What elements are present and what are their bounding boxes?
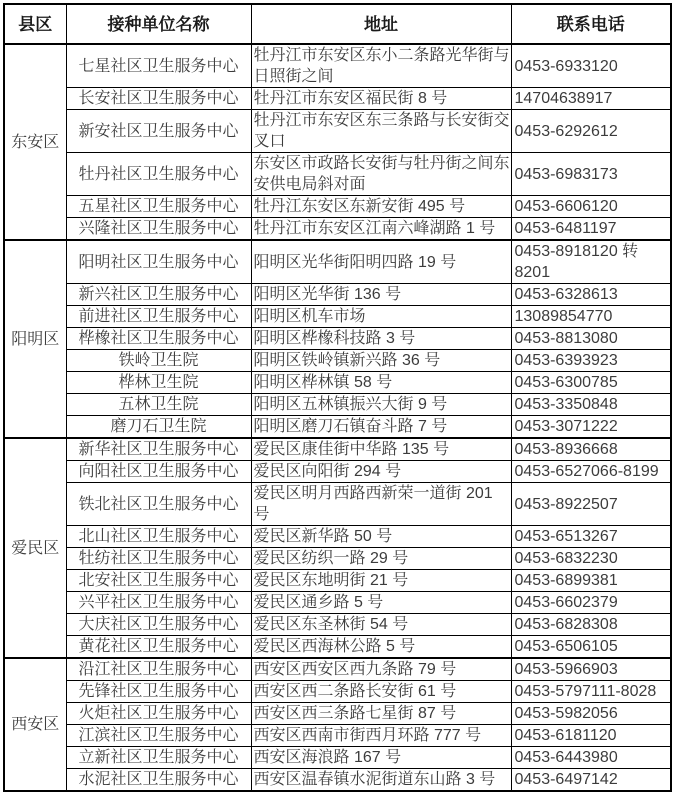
table-row (4, 658, 671, 681)
phone-cell: 0453-6606120 (511, 196, 671, 218)
unit-name-cell: 火炬社区卫生服务中心 (66, 703, 251, 725)
table-row (4, 570, 671, 592)
unit-name-cell: 牡纺社区卫生服务中心 (66, 548, 251, 570)
address-cell: 爱民区康佳街中华路 135 号 (251, 438, 511, 461)
unit-name-cell: 兴隆社区卫生服务中心 (66, 218, 251, 241)
unit-name-cell: 新兴社区卫生服务中心 (66, 284, 251, 306)
district-cell: 阳明区 (4, 240, 66, 438)
unit-name-cell: 七星社区卫生服务中心 (66, 44, 251, 88)
table-body (4, 44, 671, 791)
address-cell: 爱民区东圣林街 54 号 (251, 614, 511, 636)
unit-name-cell: 磨刀石卫生院 (66, 416, 251, 439)
phone-cell: 0453-5982056 (511, 703, 671, 725)
unit-name-cell: 江滨社区卫生服务中心 (66, 725, 251, 747)
unit-name-cell: 铁岭卫生院 (66, 350, 251, 372)
address-cell: 爱民区西海林公路 5 号 (251, 636, 511, 659)
table-row (4, 240, 671, 284)
phone-cell: 0453-3350848 (511, 394, 671, 416)
table-row (4, 483, 671, 526)
phone-cell: 13089854770 (511, 306, 671, 328)
address-cell: 西安区西三条路七星街 87 号 (251, 703, 511, 725)
table-row (4, 306, 671, 328)
address-cell: 阳明区铁岭镇新兴路 36 号 (251, 350, 511, 372)
table-row (4, 548, 671, 570)
table-row (4, 461, 671, 483)
table-row (4, 284, 671, 306)
district-cell: 西安区 (4, 658, 66, 791)
unit-name-cell: 新安社区卫生服务中心 (66, 110, 251, 153)
phone-cell: 0453-6899381 (511, 570, 671, 592)
header-district: 县区 (4, 4, 66, 44)
unit-name-cell: 阳明社区卫生服务中心 (66, 240, 251, 284)
phone-cell: 0453-6832230 (511, 548, 671, 570)
vaccination-units-table (3, 3, 672, 792)
unit-name-cell: 桦林卫生院 (66, 372, 251, 394)
unit-name-cell: 向阳社区卫生服务中心 (66, 461, 251, 483)
phone-cell: 0453-6983173 (511, 153, 671, 196)
phone-cell: 0453-6828308 (511, 614, 671, 636)
address-cell: 西安区西安区西九条路 79 号 (251, 658, 511, 681)
address-cell: 爱民区新华路 50 号 (251, 526, 511, 548)
address-cell: 牡丹江东安区东新安街 495 号 (251, 196, 511, 218)
phone-cell: 0453-6300785 (511, 372, 671, 394)
address-cell: 东安区市政路长安街与牡丹街之间东安供电局斜对面 (251, 153, 511, 196)
header-address: 地址 (251, 4, 511, 44)
phone-cell: 0453-6443980 (511, 747, 671, 769)
phone-cell: 0453-6506105 (511, 636, 671, 659)
phone-cell: 0453-8813080 (511, 328, 671, 350)
address-cell: 牡丹江市东安区东小二条路光华街与日照街之间 (251, 44, 511, 88)
phone-cell: 14704638917 (511, 88, 671, 110)
table-row (4, 703, 671, 725)
phone-cell: 0453-8922507 (511, 483, 671, 526)
phone-cell: 0453-5966903 (511, 658, 671, 681)
address-cell: 西安区温春镇水泥街道东山路 3 号 (251, 769, 511, 792)
address-cell: 阳明区光华街 136 号 (251, 284, 511, 306)
unit-name-cell: 北安社区卫生服务中心 (66, 570, 251, 592)
table-row (4, 614, 671, 636)
table-row (4, 725, 671, 747)
table-row (4, 769, 671, 792)
unit-name-cell: 五星社区卫生服务中心 (66, 196, 251, 218)
address-cell: 西安区海浪路 167 号 (251, 747, 511, 769)
phone-cell: 0453-6527066-8199 (511, 461, 671, 483)
phone-cell: 0453-6513267 (511, 526, 671, 548)
phone-cell: 0453-8918120 转 8201 (511, 240, 671, 284)
address-cell: 爱民区明月西路西新荣一道街 201 号 (251, 483, 511, 526)
address-cell: 阳明区光华街阳明四路 19 号 (251, 240, 511, 284)
phone-cell: 0453-6497142 (511, 769, 671, 792)
table-row (4, 328, 671, 350)
header-phone: 联系电话 (511, 4, 671, 44)
phone-cell: 0453-3071222 (511, 416, 671, 439)
address-cell: 阳明区五林镇振兴大街 9 号 (251, 394, 511, 416)
address-cell: 西安区西二条路长安街 61 号 (251, 681, 511, 703)
address-cell: 阳明区磨刀石镇奋斗路 7 号 (251, 416, 511, 439)
unit-name-cell: 牡丹社区卫生服务中心 (66, 153, 251, 196)
unit-name-cell: 长安社区卫生服务中心 (66, 88, 251, 110)
address-cell: 爱民区纺织一路 29 号 (251, 548, 511, 570)
address-cell: 阳明区桦橡科技路 3 号 (251, 328, 511, 350)
header-row (4, 4, 671, 44)
table-header (4, 4, 671, 44)
phone-cell: 0453-6933120 (511, 44, 671, 88)
address-cell: 阳明区桦林镇 58 号 (251, 372, 511, 394)
phone-cell: 0453-6292612 (511, 110, 671, 153)
table-row (4, 394, 671, 416)
unit-name-cell: 先锋社区卫生服务中心 (66, 681, 251, 703)
table-row (4, 636, 671, 659)
table-row (4, 196, 671, 218)
table-row (4, 372, 671, 394)
table-row (4, 218, 671, 241)
unit-name-cell: 北山社区卫生服务中心 (66, 526, 251, 548)
table-row (4, 438, 671, 461)
phone-cell: 0453-5797111-8028 (511, 681, 671, 703)
table-row (4, 44, 671, 88)
table-row (4, 153, 671, 196)
table-row (4, 110, 671, 153)
address-cell: 阳明区机车市场 (251, 306, 511, 328)
phone-cell: 0453-8936668 (511, 438, 671, 461)
address-cell: 牡丹江市东安区福民街 8 号 (251, 88, 511, 110)
table-row (4, 592, 671, 614)
unit-name-cell: 铁北社区卫生服务中心 (66, 483, 251, 526)
table-row (4, 88, 671, 110)
address-cell: 爱民区东地明街 21 号 (251, 570, 511, 592)
address-cell: 西安区西南市街西月环路 777 号 (251, 725, 511, 747)
unit-name-cell: 大庆社区卫生服务中心 (66, 614, 251, 636)
phone-cell: 0453-6181120 (511, 725, 671, 747)
address-cell: 牡丹江市东安区江南六峰湖路 1 号 (251, 218, 511, 241)
unit-name-cell: 黄花社区卫生服务中心 (66, 636, 251, 659)
table-row (4, 416, 671, 439)
table-row (4, 747, 671, 769)
table-row (4, 350, 671, 372)
district-cell: 东安区 (4, 44, 66, 240)
unit-name-cell: 立新社区卫生服务中心 (66, 747, 251, 769)
unit-name-cell: 五林卫生院 (66, 394, 251, 416)
phone-cell: 0453-6602379 (511, 592, 671, 614)
address-cell: 牡丹江市东安区东三条路与长安街交叉口 (251, 110, 511, 153)
unit-name-cell: 沿江社区卫生服务中心 (66, 658, 251, 681)
address-cell: 爱民区向阳街 294 号 (251, 461, 511, 483)
phone-cell: 0453-6328613 (511, 284, 671, 306)
address-cell: 爱民区通乡路 5 号 (251, 592, 511, 614)
unit-name-cell: 前进社区卫生服务中心 (66, 306, 251, 328)
unit-name-cell: 水泥社区卫生服务中心 (66, 769, 251, 792)
district-cell: 爱民区 (4, 438, 66, 658)
unit-name-cell: 新华社区卫生服务中心 (66, 438, 251, 461)
phone-cell: 0453-6393923 (511, 350, 671, 372)
phone-cell: 0453-6481197 (511, 218, 671, 241)
header-unit-name: 接种单位名称 (66, 4, 251, 44)
unit-name-cell: 兴平社区卫生服务中心 (66, 592, 251, 614)
table-row (4, 681, 671, 703)
unit-name-cell: 桦橡社区卫生服务中心 (66, 328, 251, 350)
table-row (4, 526, 671, 548)
